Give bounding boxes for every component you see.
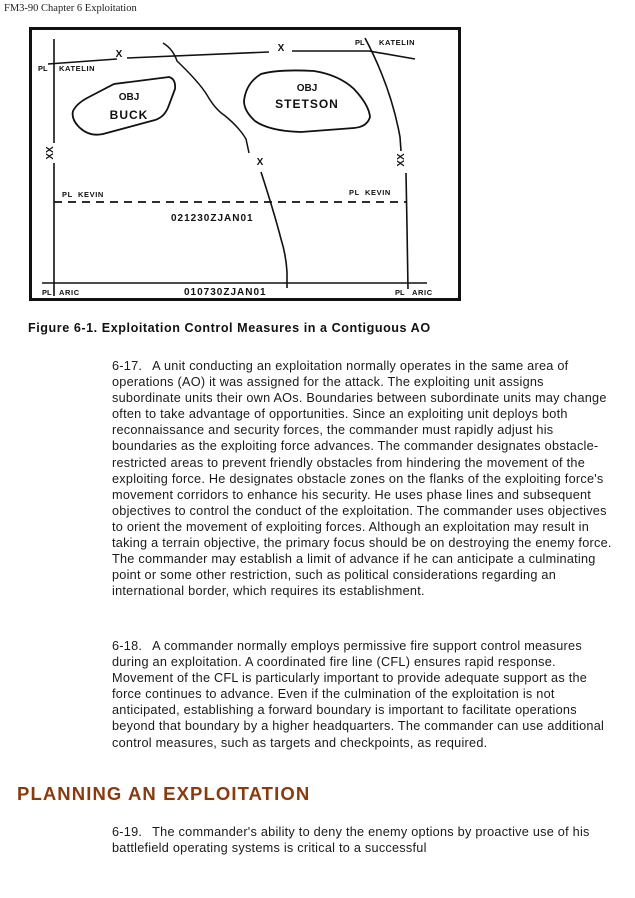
paragraph-text: A unit conducting an exploitation normally operates in the same area of operations (AO) it was assigned for the attack. The exploiting unit assigns subordinate units their own AOs. Boundaries between subordinate units may change often to take advantage of opportunities. Since an exploiting unit deploys both reconnaissance and security forces, the commander must rapidly adjust his boundaries as the exploiting force advances. The commander designates obstacle-restricted areas to prevent friendly obstacles from hindering the movement of the exploiting force. He designates obstacle zones on the flanks of the exploiting force's movement corridors to enhance his security. He uses phase lines and subsequent objectives to control the conduct of the exploitation. The commander uses objectives to orient the movement of exploiting forces. Although an exploitation may result in taking a terrain objective, the primary focus should be on destroying the enemy force. The commander may establish a limit of advance if he can anticipate a culminating point or some other restriction, such as political considerations regarding an international border, which requires its establishment.	[112, 359, 612, 599]
figure-caption: Figure 6-1. Exploitation Control Measures in a Contiguous AO	[28, 321, 431, 335]
pl-aric-right-pl: PL	[395, 288, 405, 297]
paragraph-number: 6-18.	[112, 639, 143, 653]
pl-aric-left-pl: PL	[42, 288, 52, 297]
paragraph-6-19	[112, 824, 612, 856]
paragraph-text: The commander's ability to deny the enemy options by proactive use of his battlefield operating systems is critical to a successful	[112, 825, 590, 856]
obj-buck-label-2: BUCK	[109, 108, 149, 122]
pl-aric-left-name: ARIC	[59, 288, 80, 297]
pl-kevin-dtg: 021230ZJAN01	[171, 213, 254, 224]
pl-kevin-left-label: PL KEVIN	[62, 190, 104, 199]
brigade-boundary-symbol-center: X	[277, 43, 285, 54]
obj-stetson-label-1: OBJ	[296, 83, 318, 94]
pl-katelin-right-pl: PL	[355, 38, 365, 47]
pl-katelin-left-pl: PL	[38, 64, 48, 73]
paragraph-number: 6-17.	[112, 359, 143, 373]
brigade-boundary-symbol-lower: X	[256, 157, 264, 168]
paragraph-6-17	[112, 358, 612, 599]
right-boundary-echelon: XX	[396, 153, 407, 167]
running-head: FM3-90 Chapter 6 Exploitation	[4, 3, 137, 14]
pl-aric-right-name: ARIC	[412, 288, 433, 297]
obj-buck-label-1: OBJ	[118, 92, 140, 103]
pl-aric-dtg: 010730ZJAN01	[184, 287, 267, 298]
section-heading: PLANNING AN EXPLOITATION	[17, 783, 311, 804]
pl-katelin-right-name: KATELIN	[379, 38, 416, 47]
pl-katelin-left-name: KATELIN	[59, 64, 96, 73]
pl-kevin-right-label: PL KEVIN	[349, 188, 391, 197]
paragraph-number: 6-19.	[112, 825, 143, 839]
paragraph-6-18	[112, 638, 612, 751]
paragraph-text: A commander normally employs permissive fire support control measures during an exploitation. A coordinated fire line (CFL) ensures rapid response. Movement of the CFL is particularly important to provide adequate support as the force continues to advance. Even if the culmination of the exploitation is not anticipated, establishing a forward boundary is important to facilitate operations beyond that boundary by a higher headquarters. The commander can use additional control measures, such as targets and checkpoints, as required.	[112, 639, 605, 750]
operations-overlay-diagram	[29, 27, 461, 301]
figure-exploitation-control-measures	[29, 27, 461, 301]
brigade-boundary-symbol-left: X	[115, 49, 123, 60]
obj-stetson-label-2: STETSON	[275, 97, 339, 111]
left-boundary-echelon: XX	[45, 146, 56, 160]
